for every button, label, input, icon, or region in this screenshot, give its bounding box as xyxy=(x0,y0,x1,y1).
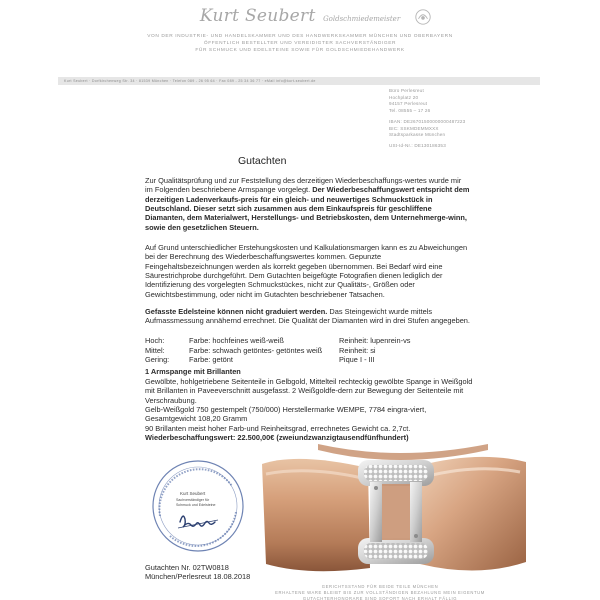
grade-row-low xyxy=(145,355,475,364)
letterhead-credentials xyxy=(0,33,600,55)
office-line: Büro Perlesreut xyxy=(389,88,424,93)
item-description: Gewölbte, hohlgetriebene Seitenteile in Gelbgold, Mittelteil rechteckig gewölbte Spange in Weißgold mit Brillanten in Paveeverschnitt ausgefasst. 2 Weißgoldfe-dern zur Bewegung der Seitenteile mit Verschraubung. xyxy=(145,377,473,405)
grade-color: Farbe: getönt xyxy=(189,355,233,364)
grade-level: Mittel: xyxy=(145,345,165,355)
item-metal: Gelb-Weißgold 750 gestempelt (750/000) Herstellermarke WEMPE, 7784 eingra-viert, Gesamtgewicht 108,20 Gramm xyxy=(145,405,427,424)
grade-clarity: Reinheit: lupenrein-vs xyxy=(339,336,411,345)
stones-text: Das Steingewicht wurde mittels Aufmassmessung annähernd errechnet. Die Qualität der Diamanten wird in drei Stufen angegeben. xyxy=(145,307,470,326)
credential-line: VON DER INDUSTRIE- UND HANDELSKAMMER UND DES HANDWERKSKAMMER MÜNCHEN UND OBERBAYERN xyxy=(147,34,453,39)
expert-stamp xyxy=(150,458,246,554)
value-label: Wiederbeschaffungswert: xyxy=(145,433,236,443)
legal-line: GERICHTSSTAND FÜR BEIDE TEILE MÜNCHEN xyxy=(321,584,439,589)
grade-row-medium xyxy=(145,346,475,355)
item-stones: 90 Brillanten meist hoher Farb-und Reinheitsgrad, errechnetes Gewicht ca. 2,7ct. xyxy=(145,423,411,433)
letterhead-logo-icon xyxy=(414,8,432,26)
report-footer xyxy=(145,563,250,582)
replacement-value xyxy=(145,433,475,442)
grade-row-high xyxy=(145,336,475,345)
grade-level: Gering: xyxy=(145,355,170,364)
report-number: Gutachten Nr. 02TW0818 xyxy=(145,563,229,572)
grade-color: Farbe: hochfeines weiß-weiß xyxy=(189,336,284,345)
address-bar: Kurt Seubert · Dorfkirchenweg Str. 34 · 81539 München · Telefon 089 - 26 95 64 · Fax 089 - 25 34 36 77 · eMail info@kurt-seubert.de xyxy=(58,77,540,85)
stones-paragraph xyxy=(145,307,470,326)
stamp-name: Kurt Seubert xyxy=(180,491,206,496)
bangle-photo xyxy=(258,444,530,582)
legal-footer xyxy=(230,584,530,600)
bank-line: Stadtsparkasse München xyxy=(389,132,446,138)
credential-line: FÜR SCHMUCK UND EDELSTEINE SOWIE FÜR GOLDSCHMIEDEHANDWERK xyxy=(195,48,405,54)
letterhead-brand xyxy=(0,6,600,32)
office-line: 94157 Perlesreut xyxy=(389,101,428,107)
stamp-title: Sachverständiger für xyxy=(176,498,210,502)
grade-clarity: Reinheit: si xyxy=(339,345,376,355)
office-line: Tel. 08555 – 17 26 xyxy=(389,108,431,114)
stamp-subject: Schmuck und Edelsteine xyxy=(176,503,216,507)
document-title: Gutachten xyxy=(238,155,287,167)
intro-text: Zur Qualitätsprüfung und zur Feststellung des derzeitigen Wiederbeschaffungs-wertes wurde mir im Folgenden beschriebene Armspange vorgelegt. xyxy=(145,176,462,195)
credential-line: ÖFFENTLICH BESTELLTER UND VEREIDIGTER SACHVERSTÄNDIGER xyxy=(203,41,397,47)
legal-line: ERHALTENE WARE BLEIBT BIS ZUR VOLLSTÄNDIGEN BEZAHLUNG MEIN EIGENTUM xyxy=(275,590,485,595)
brand-name: Kurt Seubert xyxy=(199,6,316,26)
grade-level: Hoch: xyxy=(145,336,165,345)
brand-subtitle: Goldschmiedemeister xyxy=(323,15,401,23)
method-paragraph: Auf Grund unterschiedlicher Erstehungskosten und Kalkulationsmargen kann es zu Abweichungen bei der Berechnung des Wiederbeschaffungswertes kommen. Gepunzte Feingehaltsbezeichnungen werden als korrekt gegeben übernommen. Bei Bedarf wird eine Säurestrichprobe durchgeführt. Dem Gutachten beigefügte Fotografien dienen lediglich der Identifizierung des vorgelegten Schmuckstückes, nicht zur Qualitäts-, Größen oder Gewichtsbestimmung, oder nicht im Gutachten beschriebener Tatsachen. xyxy=(145,243,468,299)
intro-paragraph xyxy=(145,176,470,232)
tax-id: USt-Id-Nr.: DE130186353 xyxy=(389,142,446,148)
signature-icon xyxy=(178,516,218,528)
grade-color: Farbe: schwach getöntes- getöntes weiß xyxy=(189,345,323,355)
office-line: Hochplatz 20 xyxy=(389,94,419,100)
grade-clarity: Pique I - III xyxy=(339,355,375,364)
bank-line: IBAN: DE26701500000000487223 xyxy=(389,118,466,124)
item-specification xyxy=(145,377,475,442)
office-info xyxy=(389,88,529,150)
value-definition: Der Wiederbeschaffungswert entspricht dem derzeitigen Ladenverkaufs-preis für ein gleich- und neuwertiges Schmuckstück in Deutschland. Dieser setzt sich zusammen aus dem Einkaufspreis für geschliffene Diamanten, dem Materialwert, Herstellungs- und Betriebskosten, dem Unternehmerge-winn, sowie den gesetzlichen Steuern. xyxy=(145,185,470,232)
report-place-date: München/Perlesreut 18.08.2018 xyxy=(145,572,251,582)
stones-note: Gefasste Edelsteine können nicht graduiert werden. xyxy=(145,307,328,316)
item-title: 1 Armspange mit Brillanten xyxy=(145,367,241,376)
legal-line: GUTACHTERHONORARE SIND SOFORT NACH ERHALT FÄLLIG xyxy=(302,596,458,600)
value-amount: 22.500,00€ (zweiundzwanzigtausendfünfhundert) xyxy=(237,433,409,443)
bank-line: BIC: SSKMDEMMXXX xyxy=(389,125,439,131)
